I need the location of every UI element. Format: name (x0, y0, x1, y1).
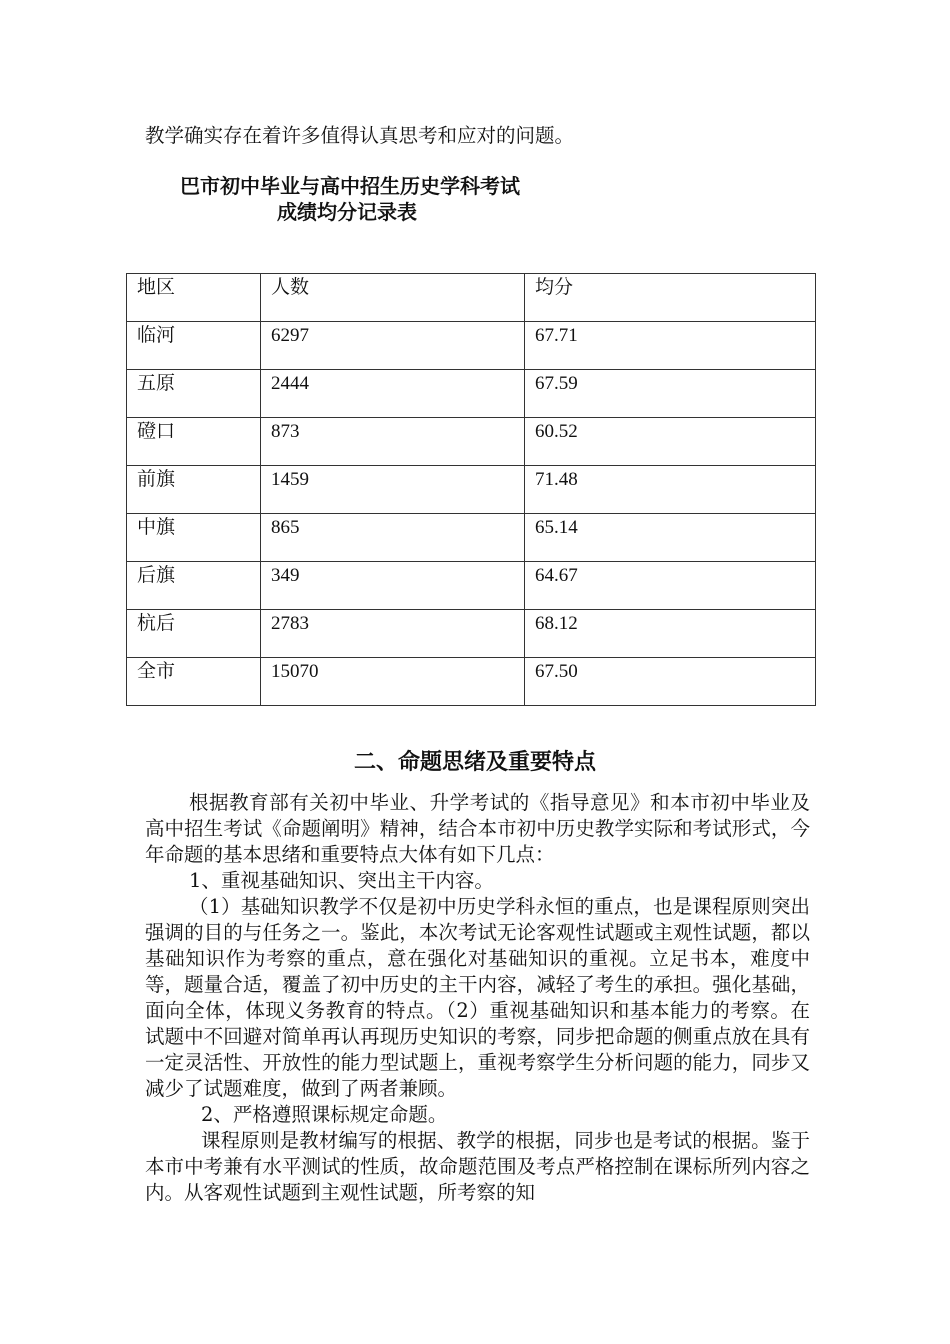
cell-region: 磴口 (127, 418, 261, 466)
paragraph: （1）基础知识教学不仅是初中历史学科永恒的重点，也是课程原则突出强调的目的与任务之一。鉴此，本次考试无论客观性试题或主观性试题，都以基础知识作为考察的重点，意在强化对基础知识的重视。立足书本，难度中等，题量合适，覆盖了初中历史的主干内容，减轻了考生的承担。强化基础，面向全体，体现义务教育的特点。（2）重视基础知识和基本能力的考察。在试题中不回避对简单再认再现历史知识的考察，同步把命题的侧重点放在具有一定灵活性、开放性的能力型试题上，重视考察学生分析问题的能力，同步又减少了试题难度，做到了两者兼顾。 (145, 895, 810, 1100)
cell-region: 前旗 (127, 466, 261, 514)
table-row (127, 418, 816, 466)
table-title-line2: 成绩均分记录表 (277, 200, 417, 224)
table-row (127, 370, 816, 418)
cell-count: 6297 (261, 322, 525, 370)
section-heading: 二、命题思绪及重要特点 (353, 750, 596, 775)
cell-average: 64.67 (525, 562, 816, 610)
cell-average: 71.48 (525, 466, 816, 514)
table-title-line1: 巴市初中毕业与高中招生历史学科考试 (180, 174, 520, 198)
header-count: 人数 (261, 274, 525, 322)
table-row-total (127, 658, 816, 706)
table-row (127, 562, 816, 610)
cell-count: 873 (261, 418, 525, 466)
table-row (127, 514, 816, 562)
cell-region: 后旗 (127, 562, 261, 610)
cell-average: 67.50 (525, 658, 816, 706)
cell-region: 杭后 (127, 610, 261, 658)
paragraph: 根据教育部有关初中毕业、升学考试的《指导意见》和本市初中毕业及高中招生考试《命题阐明》精神，结合本市初中历史教学实际和考试形式，今年命题的基本思绪和重要特点大体有如下几点： (145, 791, 810, 866)
table-header-row (127, 274, 816, 322)
table-row (127, 610, 816, 658)
body-text (145, 790, 810, 1206)
cell-count: 349 (261, 562, 525, 610)
paragraph: 课程原则是教材编写的根据、教学的根据，同步也是考试的根据。鉴于本市中考兼有水平测试的性质，故命题范围及考点严格控制在课标所列内容之内。从客观性试题到主观性试题，所考察的知 (145, 1129, 810, 1204)
cell-average: 67.71 (525, 322, 816, 370)
cell-count: 15070 (261, 658, 525, 706)
list-heading: 1、重视基础知识、突出主干内容。 (189, 869, 494, 892)
cell-average: 68.12 (525, 610, 816, 658)
cell-region: 五原 (127, 370, 261, 418)
cell-region: 全市 (127, 658, 261, 706)
table-row (127, 322, 816, 370)
cell-average: 65.14 (525, 514, 816, 562)
cell-count: 2444 (261, 370, 525, 418)
cell-average: 67.59 (525, 370, 816, 418)
table-title (180, 173, 600, 225)
table-row (127, 466, 816, 514)
cell-average: 60.52 (525, 418, 816, 466)
header-average: 均分 (525, 274, 816, 322)
cell-count: 2783 (261, 610, 525, 658)
list-heading: 2、严格遵照课标规定命题。 (201, 1103, 448, 1126)
intro-line: 教学确实存在着许多值得认真思考和应对的问题。 (145, 124, 575, 147)
cell-region: 临河 (127, 322, 261, 370)
cell-region: 中旗 (127, 514, 261, 562)
cell-count: 865 (261, 514, 525, 562)
header-region: 地区 (127, 274, 261, 322)
cell-count: 1459 (261, 466, 525, 514)
scores-table (126, 273, 816, 706)
